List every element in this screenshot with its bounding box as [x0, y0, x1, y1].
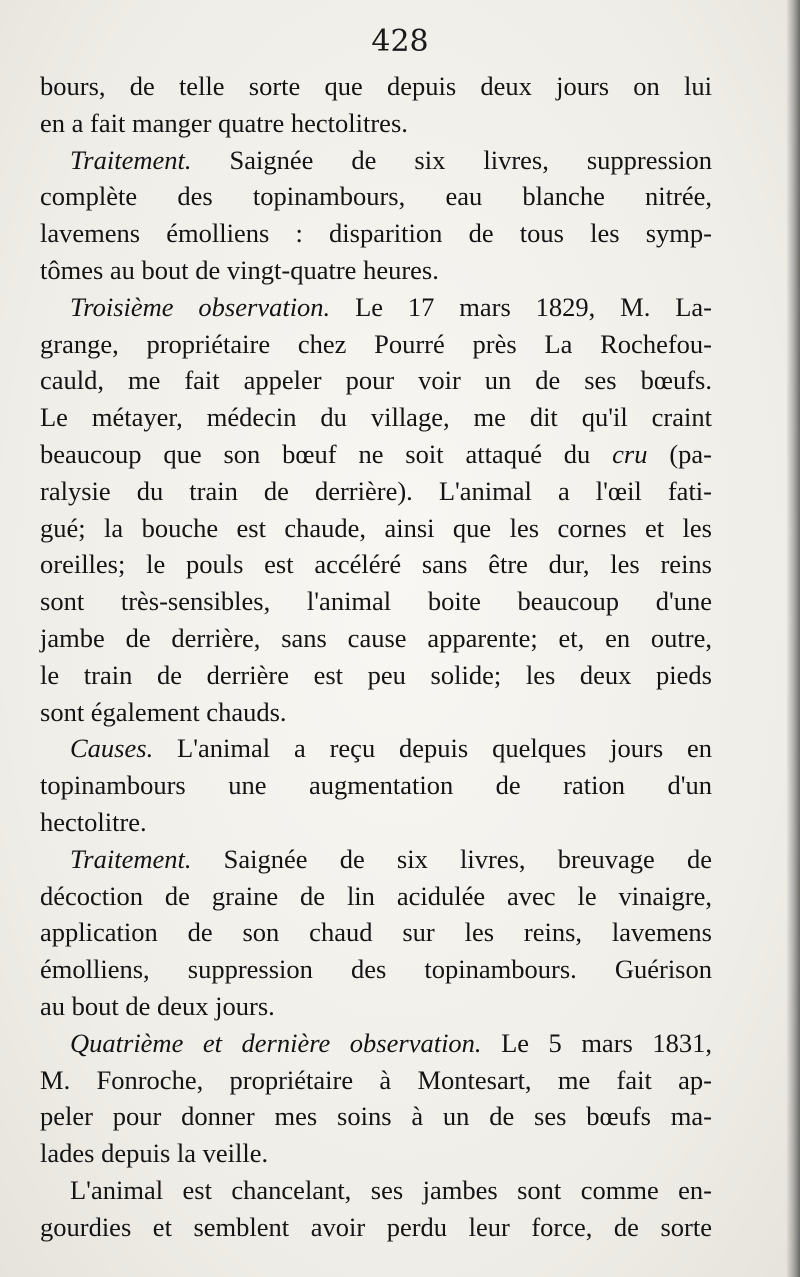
text-run: bours, de telle sorte que depuis deux jours on lui	[40, 71, 712, 101]
page-number: 428	[371, 24, 429, 59]
text-line	[40, 730, 712, 767]
text-run: beaucoup que son bœuf ne soit attaqué du	[40, 438, 613, 469]
text-run: tômes au bout de vingt-quatre heures.	[40, 254, 439, 285]
italic-run: cru	[612, 438, 648, 469]
text-run: L'animal a reçu depuis quelques jours en	[153, 733, 712, 764]
text-line	[40, 694, 712, 731]
text-line	[40, 583, 712, 620]
text-line	[40, 1025, 712, 1062]
text-run: sont très-sensibles, l'animal boite beaucoup d'une	[40, 586, 712, 617]
text-run: hectolitre.	[40, 806, 147, 837]
text-run: décoction de graine de lin acidulée avec le vinaigre,	[40, 880, 712, 911]
text-run: Saignée de six livres, breuvage de	[191, 843, 712, 874]
text-run: lavemens émolliens : disparition de tous les symp-	[40, 218, 712, 249]
text-line	[40, 142, 712, 179]
text-line	[40, 362, 712, 399]
text-line	[40, 1209, 712, 1246]
text-run: lades depuis la veille.	[40, 1138, 269, 1169]
body-text	[40, 68, 712, 1246]
text-line	[40, 215, 712, 252]
text-run: Saignée de six livres, suppression	[191, 144, 712, 175]
text-run: Le 5 mars 1831,	[481, 1027, 712, 1058]
text-line	[40, 399, 712, 436]
text-line	[40, 68, 712, 105]
text-run: oreilles; le pouls est accéléré sans être dur, les reins	[40, 549, 712, 580]
text-run: topinambours une augmentation de ration d'un	[40, 770, 712, 801]
text-run: L'animal est chancelant, ses jambes sont comme en-	[70, 1174, 712, 1205]
text-run: gourdies et semblent avoir perdu leur force, de sorte	[40, 1211, 712, 1242]
text-line	[40, 326, 712, 363]
text-run: (pa-	[647, 438, 712, 469]
text-run: Le métayer, médecin du village, me dit qu'il craint	[40, 402, 712, 433]
italic-run: Traitement.	[70, 144, 192, 175]
text-line	[40, 546, 712, 583]
text-line	[40, 289, 712, 326]
italic-run: Causes.	[70, 733, 154, 764]
text-run: grange, propriétaire chez Pourré près La Rochefou-	[40, 328, 712, 359]
text-line	[40, 252, 712, 289]
text-line	[40, 767, 712, 804]
text-run: émolliens, suppression des topinambours. Guérison	[40, 954, 712, 985]
text-line	[40, 951, 712, 988]
text-line	[40, 436, 712, 473]
text-run: complète des topinambours, eau blanche nitrée,	[40, 181, 712, 212]
text-run: jambe de derrière, sans cause apparente; et, en outre,	[40, 622, 712, 653]
text-run: au bout de deux jours.	[40, 990, 275, 1021]
text-line	[40, 841, 712, 878]
italic-run: Quatrième et dernière observation.	[70, 1027, 482, 1058]
text-line	[40, 105, 712, 142]
text-run: Le 17 mars 1829, M. La-	[330, 291, 712, 322]
text-line	[40, 1098, 712, 1135]
text-run: ralysie du train de derrière). L'animal a l'œil fati-	[40, 475, 712, 506]
text-run: le train de derrière est peu solide; les deux pieds	[40, 659, 712, 690]
italic-run: Traitement.	[70, 843, 192, 874]
text-line	[40, 878, 712, 915]
text-run: sont également chauds.	[40, 696, 287, 727]
text-run: application de son chaud sur les reins, lavemens	[40, 917, 712, 948]
text-run: en a fait manger quatre hectolitres.	[40, 107, 408, 138]
text-run: gué; la bouche est chaude, ainsi que les cornes et les	[40, 512, 712, 543]
text-run: M. Fonroche, propriétaire à Montesart, me fait ap-	[40, 1064, 712, 1095]
page-edge-shadow	[786, 0, 800, 1277]
text-line	[40, 1135, 712, 1172]
text-line	[40, 620, 712, 657]
text-line	[40, 914, 712, 951]
text-line	[40, 510, 712, 547]
text-line	[40, 804, 712, 841]
text-line	[40, 1172, 712, 1209]
text-line	[40, 178, 712, 215]
text-run: cauld, me fait appeler pour voir un de ses bœufs.	[40, 365, 712, 396]
italic-run: Troisième observation.	[70, 291, 331, 322]
text-line	[40, 473, 712, 510]
text-line	[40, 988, 712, 1025]
text-line	[40, 657, 712, 694]
text-run: peler pour donner mes soins à un de ses bœufs ma-	[40, 1101, 712, 1132]
text-line	[40, 1062, 712, 1099]
